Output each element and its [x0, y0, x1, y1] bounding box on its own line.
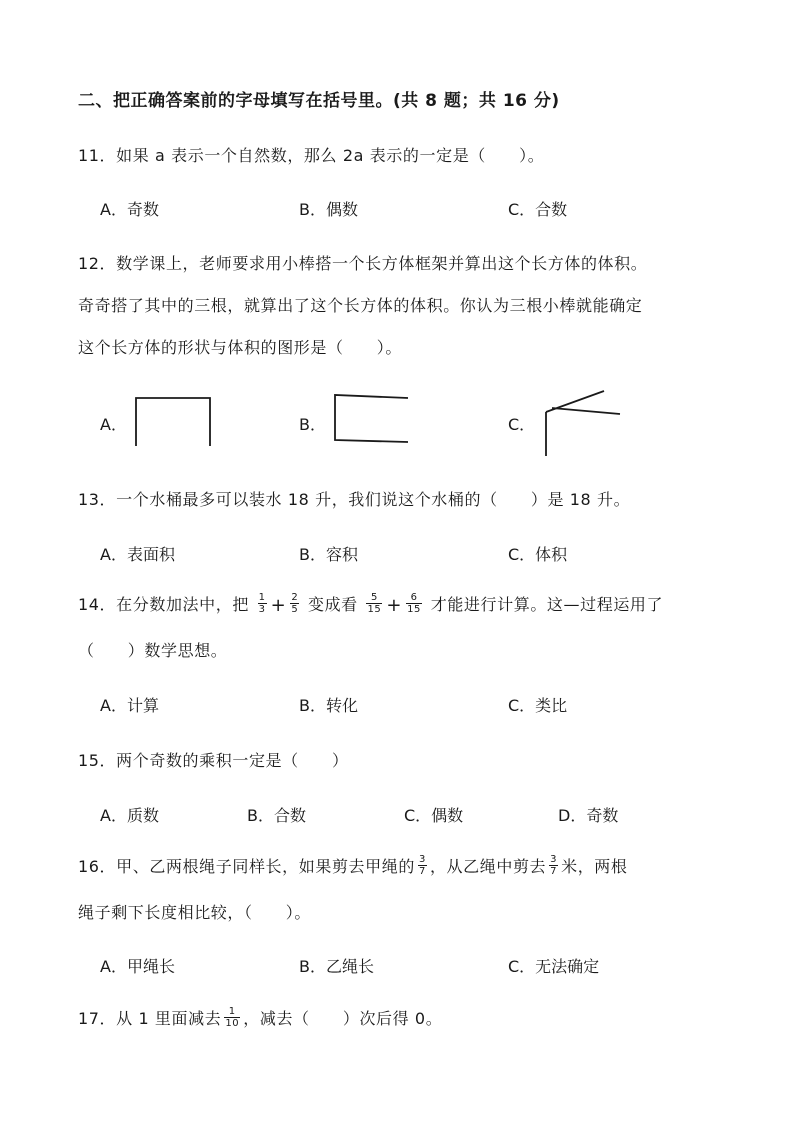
question-12-line-2: 奇奇搭了其中的三根，就算出了这个长方体的体积。你认为三根小棒就能确定 — [78, 296, 643, 315]
fraction-3-7 — [418, 854, 427, 877]
q14-option-b[interactable]: B．转化 — [299, 696, 358, 715]
fraction-1-10 — [224, 1006, 240, 1029]
q12-figure-a[interactable] — [130, 392, 220, 452]
fraction-denominator: 15 — [407, 604, 422, 615]
figure-c-horizontal-stick — [552, 408, 620, 414]
question-14-line-1 — [78, 592, 663, 617]
fraction-numerator: 3 — [550, 854, 558, 865]
question-11: 11．如果 a 表示一个自然数，那么 2a 表示的一定是（ ）。 — [78, 146, 545, 165]
q15-option-c[interactable]: C．偶数 — [404, 806, 464, 825]
question-16-line-1 — [78, 854, 628, 879]
q12-figure-c[interactable] — [538, 384, 628, 460]
q12-option-a[interactable]: A． — [100, 415, 127, 434]
q12-option-b[interactable]: B． — [299, 415, 326, 434]
fraction-numerator: 3 — [418, 854, 426, 865]
fraction-3-7 — [549, 854, 558, 877]
plus-sign: + — [270, 595, 287, 616]
q14-option-c[interactable]: C．类比 — [508, 696, 568, 715]
q12-option-c[interactable]: C． — [508, 415, 536, 434]
question-16-line-2: 绳子剩下长度相比较，（ ）。 — [78, 903, 312, 922]
fraction-5-15 — [366, 592, 382, 615]
q16-prefix: 16．甲、乙两根绳子同样长，如果剪去甲绳的 — [78, 857, 415, 876]
question-13: 13．一个水桶最多可以装水 18 升，我们说这个水桶的（ ）是 18 升。 — [78, 490, 631, 509]
fraction-denominator: 5 — [291, 604, 299, 615]
question-12-line-3: 这个长方体的形状与体积的图形是（ ）。 — [78, 338, 403, 357]
question-17 — [78, 1006, 442, 1031]
section-title: 二、把正确答案前的字母填写在括号里。(共 8 题；共 16 分) — [78, 91, 560, 111]
fraction-2-5 — [290, 592, 299, 615]
fraction-numerator: 1 — [258, 592, 266, 603]
fraction-denominator: 15 — [367, 604, 382, 615]
fraction-numerator: 1 — [228, 1006, 236, 1017]
q14-prefix: 14．在分数加法中，把 — [78, 595, 249, 614]
question-15: 15．两个奇数的乘积一定是（ ） — [78, 751, 349, 770]
q16-suffix: 米，两根 — [561, 857, 628, 876]
q13-option-a[interactable]: A．表面积 — [100, 545, 175, 564]
q16-option-c[interactable]: C．无法确定 — [508, 957, 600, 976]
fraction-denominator: 10 — [225, 1018, 240, 1029]
fraction-denominator: 3 — [258, 604, 266, 615]
fraction-denominator: 7 — [550, 866, 558, 877]
q11-option-b[interactable]: B．偶数 — [299, 200, 358, 219]
q17-prefix: 17．从 1 里面减去 — [78, 1009, 222, 1028]
q14-suffix: 才能进行计算。这—过程运用了 — [430, 595, 664, 614]
q17-suffix: ，减去（ ）次后得 0。 — [243, 1009, 443, 1028]
plus-sign: + — [386, 595, 403, 616]
q15-option-d[interactable]: D．奇数 — [558, 806, 619, 825]
fraction-denominator: 7 — [418, 866, 426, 877]
question-14-line-2: （ ）数学思想。 — [78, 641, 228, 660]
figure-b-stick-frame — [335, 395, 408, 442]
q11-option-a[interactable]: A．奇数 — [100, 200, 159, 219]
fraction-numerator: 6 — [410, 592, 418, 603]
q16-middle: ，从乙绳中剪去 — [429, 857, 547, 876]
q12-figure-b[interactable] — [328, 390, 418, 450]
q15-option-a[interactable]: A．质数 — [100, 806, 159, 825]
q14-middle: 变成看 — [307, 595, 358, 614]
q14-option-a[interactable]: A．计算 — [100, 696, 159, 715]
fraction-6-15 — [406, 592, 422, 615]
figure-a-stick-frame — [136, 398, 210, 446]
fraction-numerator: 5 — [370, 592, 378, 603]
question-12-line-1: 12．数学课上，老师要求用小棒搭一个长方体框架并算出这个长方体的体积。 — [78, 254, 648, 273]
q13-option-b[interactable]: B．容积 — [299, 545, 358, 564]
q16-option-b[interactable]: B．乙绳长 — [299, 957, 374, 976]
fraction-numerator: 2 — [291, 592, 299, 603]
q16-option-a[interactable]: A．甲绳长 — [100, 957, 175, 976]
fraction-1-3 — [258, 592, 267, 615]
q11-option-c[interactable]: C．合数 — [508, 200, 568, 219]
q15-option-b[interactable]: B．合数 — [247, 806, 306, 825]
q13-option-c[interactable]: C．体积 — [508, 545, 568, 564]
